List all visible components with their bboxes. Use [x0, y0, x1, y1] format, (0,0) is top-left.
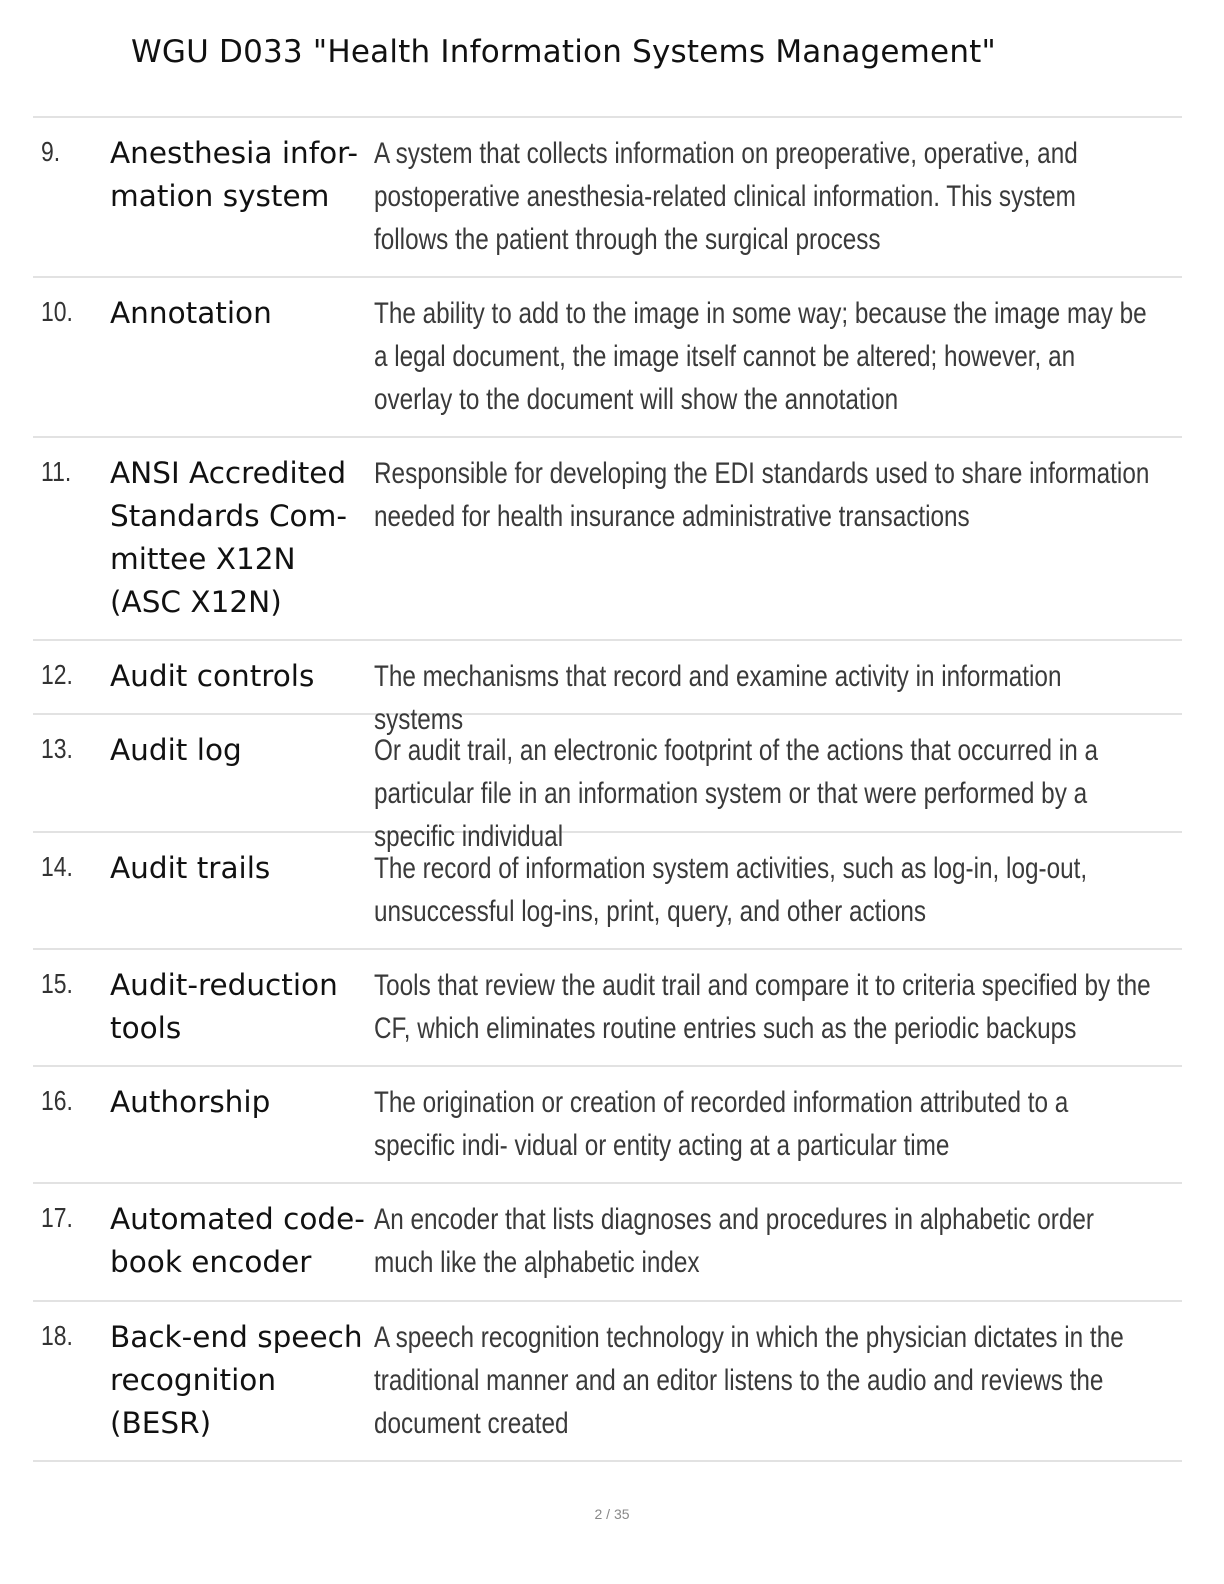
glossary-row — [33, 1184, 1182, 1302]
term-definition: Tools that review the audit trail and compare it to criteria specified by the CF, which eliminates routine entries such as the periodic backups — [374, 969, 1151, 1045]
glossary-row — [33, 1067, 1182, 1184]
term-name: Audit trails — [110, 851, 271, 885]
term-number: 13. — [41, 733, 73, 764]
term-number: 14. — [41, 851, 73, 882]
glossary-row — [33, 118, 1182, 278]
page-indicator: 2 / 35 — [594, 1506, 630, 1522]
term-name: Back-end speech recognition (BESR) — [110, 1320, 363, 1440]
glossary-row — [33, 438, 1182, 641]
glossary-table — [33, 116, 1182, 1462]
term-definition: The origination or creation of recorded information attributed to a specific indi- vidual or entity acting at a particular time — [374, 1086, 1069, 1162]
term-definition: The record of information system activities, such as log-in, log-out, unsuccessful log-ins, print, query, and other actions — [374, 852, 1088, 928]
term-name: Automated code- book encoder — [110, 1202, 365, 1279]
term-number: 15. — [41, 968, 73, 999]
term-number: 18. — [41, 1320, 73, 1351]
document-title: WGU D033 "Health Information Systems Management" — [131, 34, 996, 70]
term-number: 9. — [41, 136, 61, 167]
term-name: ANSI Accredited Standards Com- mittee X12N (ASC X12N) — [110, 456, 347, 619]
term-definition: Responsible for developing the EDI standards used to share information needed for health insurance administrative transactions — [374, 457, 1150, 533]
term-definition: The mechanisms that record and examine activity in information systems — [374, 660, 1062, 736]
term-name: Audit controls — [110, 659, 315, 693]
term-number: 10. — [41, 296, 73, 327]
term-name: Audit-reduction tools — [110, 968, 338, 1045]
term-definition: Or audit trail, an electronic footprint of the actions that occurred in a particular file in an information system or that were performed by a specific individual — [374, 734, 1098, 853]
term-name: Annotation — [110, 296, 272, 330]
glossary-row — [33, 833, 1182, 950]
glossary-row — [33, 641, 1182, 736]
term-name: Audit log — [110, 733, 242, 767]
term-number: 11. — [41, 456, 72, 487]
glossary-row — [33, 278, 1182, 438]
term-definition: An encoder that lists diagnoses and procedures in alphabetic order much like the alphabetic index — [374, 1203, 1095, 1279]
term-number: 16. — [41, 1085, 73, 1116]
term-definition: A speech recognition technology in which the physician dictates in the traditional manner and an editor listens to the audio and reviews the document created — [374, 1321, 1124, 1440]
term-definition: The ability to add to the image in some way; because the image may be a legal document, the image itself cannot be altered; however, an overlay to the document will show the annotation — [374, 297, 1147, 416]
term-number: 17. — [41, 1202, 73, 1233]
glossary-row — [33, 1302, 1182, 1462]
term-name: Authorship — [110, 1085, 271, 1119]
term-name: Anesthesia infor- mation system — [110, 136, 359, 213]
glossary-row — [33, 950, 1182, 1067]
term-number: 12. — [41, 659, 73, 690]
term-definition: A system that collects information on preoperative, operative, and postoperative anesthesia-related clinical information. This system follows the patient through the surgical process — [374, 137, 1078, 256]
glossary-row — [33, 715, 1182, 853]
